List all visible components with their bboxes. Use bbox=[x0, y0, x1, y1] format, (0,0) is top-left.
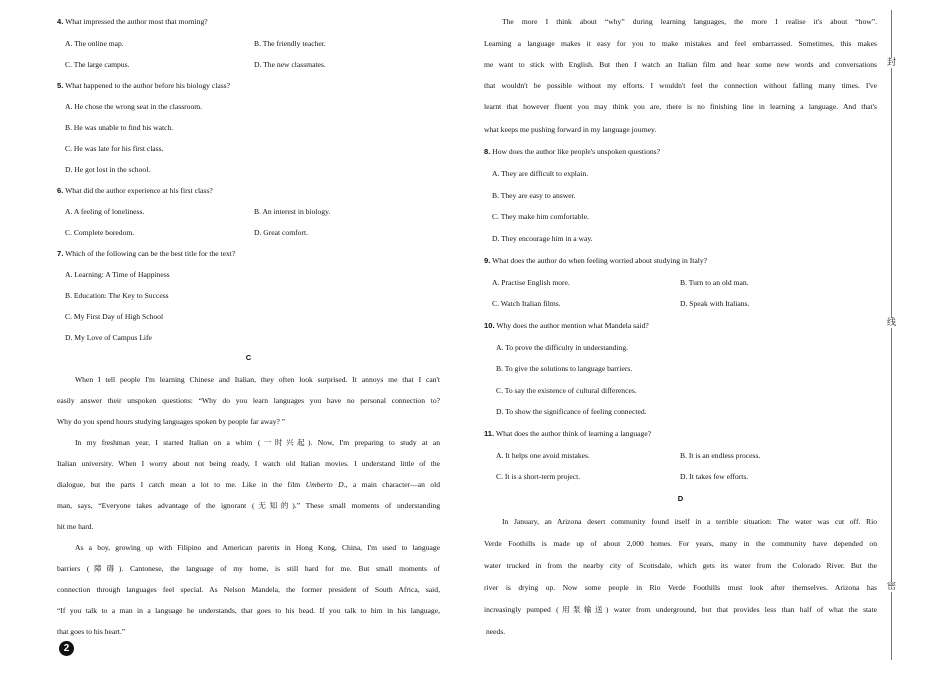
q7-option-a[interactable]: A. Learning: A Time of Happiness bbox=[65, 270, 170, 279]
passage-c-line: Learning a language makes it easy for you to make mistakes and feel embarrassed. Sometimes, this makes bbox=[484, 39, 877, 48]
q11-option-a[interactable]: A. It helps one avoid mistakes. bbox=[496, 451, 590, 460]
q9-option-d[interactable]: D. Speak with Italians. bbox=[680, 299, 750, 308]
question-9-stem: 9. What does the author do when feeling worried about studying in Italy? bbox=[484, 256, 707, 265]
q9-option-b[interactable]: B. Turn to an old man. bbox=[680, 278, 749, 287]
question-10-stem: 10. Why does the author mention what Mandela said? bbox=[484, 321, 649, 330]
q8-option-a[interactable]: A. They are difficult to explain. bbox=[492, 169, 589, 178]
passage-c-line: man, says, “Everyone takes advantage of the ignorant (无知的).” These small moments of understanding bbox=[57, 501, 440, 510]
q10-option-a[interactable]: A. To prove the difficulty in understanding. bbox=[496, 343, 629, 352]
question-6-stem: 6. What did the author experience at his first class? bbox=[57, 186, 213, 195]
q4-option-d[interactable]: D. The new classmates. bbox=[254, 60, 326, 69]
question-8-stem: 8. How does the author like people's unspoken questions? bbox=[484, 147, 661, 156]
q5-option-d[interactable]: D. He got lost in the school. bbox=[65, 165, 151, 174]
passage-d-line: river is drying up. Now some people in Rio Verde Foothills must look after themselves. Arizona has bbox=[484, 583, 877, 592]
passage-c-line: “If you talk to a man in a language he understands, that goes to his head. If you talk to him in his language, bbox=[57, 606, 440, 615]
q11-option-c[interactable]: C. It is a short-term project. bbox=[496, 472, 581, 481]
q4-option-b[interactable]: B. The friendly teacher. bbox=[254, 39, 326, 48]
q5-option-b[interactable]: B. He was unable to find his watch. bbox=[65, 123, 174, 132]
q8-option-c[interactable]: C. They make him comfortable. bbox=[492, 212, 589, 221]
passage-c-line: The more I think about “why” during learning languages, the more I realise it's about “how”. bbox=[502, 17, 877, 26]
binding-mark-secret: 密 bbox=[886, 582, 896, 592]
passage-d-line: In January, an Arizona desert community found itself in a terrible situation: The water was cut off. Rio bbox=[502, 517, 877, 526]
question-5-stem: 5. What happened to the author before his biology class? bbox=[57, 81, 231, 90]
passage-d-line: Verde Foothills is made up of about 2,000 homes. For years, many in the community have depended on bbox=[484, 539, 877, 548]
passage-c-line: hit me hard. bbox=[57, 522, 94, 531]
section-d-heading: D bbox=[677, 494, 684, 503]
passage-c-line: me want to stick with English. But then I watch an Italian film and hear some new words and conversations bbox=[484, 60, 877, 69]
q6-option-b[interactable]: B. An interest in biology. bbox=[254, 207, 331, 216]
question-11-stem: 11. What does the author think of learning a language? bbox=[484, 429, 652, 438]
passage-c-line: what keeps me pushing forward in my language journey. bbox=[484, 125, 657, 134]
q11-option-d[interactable]: D. It takes few efforts. bbox=[680, 472, 749, 481]
passage-d-line: needs. bbox=[486, 627, 506, 636]
passage-c-line: Why do you spend hours studying languages spoken by people far away? ” bbox=[57, 417, 286, 426]
binding-mark-line: 线 bbox=[886, 318, 896, 328]
film-title: Umberto D. bbox=[305, 480, 346, 489]
q10-option-c[interactable]: C. To say the existence of cultural differences. bbox=[496, 386, 637, 395]
q7-option-d[interactable]: D. My Love of Campus Life bbox=[65, 333, 152, 342]
passage-c-line: that wouldn't be possible without my efforts. I wouldn't feel the connection without falling many times. I've bbox=[484, 81, 877, 90]
passage-c-line: dialogue, but the parts I catch mean a lot to me. Like in the film Umberto D., a main character—an old bbox=[57, 480, 441, 489]
q8-option-d[interactable]: D. They encourage him in a way. bbox=[492, 234, 593, 243]
passage-c-line: barriers (障碍). Cantonese, the language of my home, is still hard for me. But small moments of bbox=[57, 564, 440, 573]
q6-option-a[interactable]: A. A feeling of loneliness. bbox=[65, 207, 145, 216]
binding-mark-seal: 封 bbox=[886, 58, 896, 68]
passage-c-line: that goes to his heart.” bbox=[57, 627, 126, 636]
q10-option-d[interactable]: D. To show the significance of feeling connected. bbox=[496, 407, 647, 416]
q6-option-d[interactable]: D. Great comfort. bbox=[254, 228, 308, 237]
q10-option-b[interactable]: B. To give the solutions to language barriers. bbox=[496, 364, 633, 373]
q5-option-c[interactable]: C. He was late for his first class. bbox=[65, 144, 164, 153]
q4-option-a[interactable]: A. The online map. bbox=[65, 39, 124, 48]
q8-option-b[interactable]: B. They are easy to answer. bbox=[492, 191, 576, 200]
q5-option-a[interactable]: A. He chose the wrong seat in the classroom. bbox=[65, 102, 203, 111]
passage-c-line: learnt that however fluent you may think you are, there is no finishing line in learning a language. And that's bbox=[484, 102, 877, 111]
q6-option-c[interactable]: C. Complete boredom. bbox=[65, 228, 135, 237]
passage-c-line: As a boy, growing up with Filipino and American parents in Hong Kong, China, I'm used to language bbox=[75, 543, 440, 552]
passage-d-line: water trucked in from the nearby city of Scottsdale, which gets its water from the Colorado River. But the bbox=[484, 561, 877, 570]
section-c-heading: C bbox=[245, 353, 252, 362]
passage-c-line: easily answer their unspoken questions: “Why do you learn languages you have no personal connection to? bbox=[57, 396, 440, 405]
binding-line bbox=[891, 10, 892, 660]
question-7-stem: 7. Which of the following can be the best title for the text? bbox=[57, 249, 236, 258]
q9-option-c[interactable]: C. Watch Italian films. bbox=[492, 299, 561, 308]
q7-option-b[interactable]: B. Education: The Key to Success bbox=[65, 291, 169, 300]
passage-c-line: In my freshman year, I started Italian on a whim (一时兴起). Now, I'm preparing to study at an bbox=[75, 438, 440, 447]
passage-c-line: When I tell people I'm learning Chinese and Italian, they often look surprised. It annoys me that I can't bbox=[75, 375, 440, 384]
passage-c-line: connection through languages feel special. As Nelson Mandela, the former president of South Africa, said, bbox=[57, 585, 440, 594]
q4-option-c[interactable]: C. The large campus. bbox=[65, 60, 130, 69]
passage-c-line: Italian university. When I worry about not being ready, I watch old Italian movies. I understand little of the bbox=[57, 459, 440, 468]
q9-option-a[interactable]: A. Practise English more. bbox=[492, 278, 570, 287]
passage-d-line: increasingly pumped (用泵输送) water from underground, but that provides less than half of what the state bbox=[484, 605, 877, 614]
q7-option-c[interactable]: C. My First Day of High School bbox=[65, 312, 164, 321]
q11-option-b[interactable]: B. It is an endless process. bbox=[680, 451, 761, 460]
question-4-stem: 4. What impressed the author most that morning? bbox=[57, 17, 208, 26]
page-number-badge: 2 bbox=[59, 641, 74, 656]
